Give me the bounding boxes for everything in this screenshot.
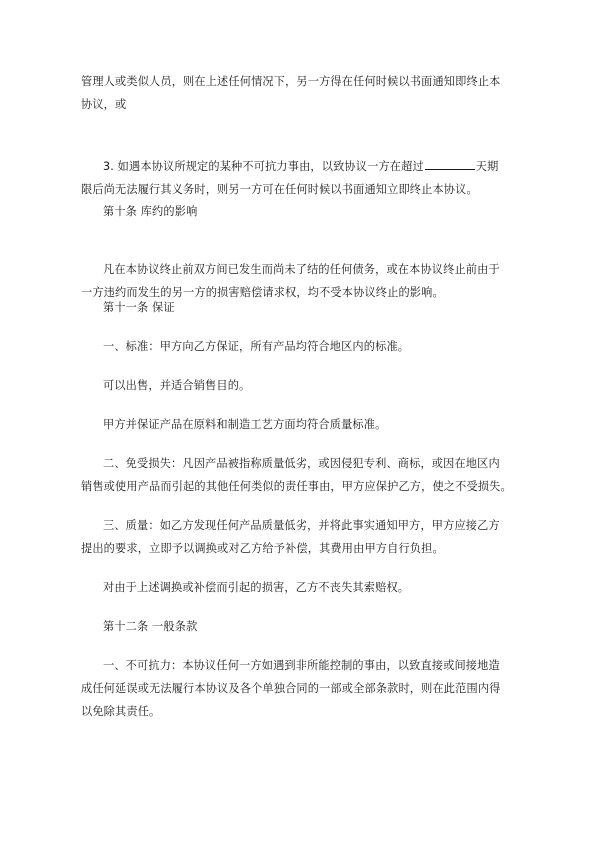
text-segment: 天期 (475, 160, 499, 173)
paragraph-effect-of-termination (103, 258, 519, 281)
paragraph-quality-guarantee (103, 413, 519, 436)
paragraph-quality-cont (81, 537, 519, 560)
paragraph-claim-rights (103, 576, 519, 599)
paragraph-termination-notice (81, 70, 519, 116)
article-12-heading (103, 615, 519, 638)
text-line: 销售或使用产品而引起的其他任何类似的责任事由，甲方应保护乙方，使之不受损失。 (81, 480, 512, 493)
text-line: 管理人或类似人员，则在上述任何情况下，另一方得在任何时候以书面通知即终止本 (81, 75, 501, 88)
paragraph-quality (103, 514, 519, 537)
text-line: 协议，或 (81, 98, 127, 111)
heading-text: 第十一条 保证 (103, 301, 175, 314)
paragraph-force-majeure (103, 654, 519, 677)
text-line: 二、免受损失：凡因产品被指称质量低劣，或因侵犯专利、商标，或因在地区内 (103, 457, 500, 470)
heading-text: 第十二条 一般条款 (103, 620, 198, 633)
text-line: 一方违约而发生的另一方的损害赔偿请求权，均不受本协议终止的影响。 (81, 286, 444, 299)
heading-text: 第十条 库约的影响 (103, 205, 198, 218)
text-line: 一、不可抗力：本协议任何一方如遇到非所能控制的事由，以致直接或间接地造 (103, 659, 500, 672)
text-line: 甲方并保证产品在原料和制造工艺方面均符合质量标准。 (103, 418, 387, 431)
text-line: 成任何延误或无法履行本协议及各个单独合同的一部或全部条款时，则在此范围内得 (81, 682, 501, 695)
fill-in-blank (425, 157, 475, 170)
paragraph-indemnity (103, 452, 519, 475)
paragraph-indemnity-cont (81, 475, 519, 498)
paragraph-force-majeure-termination (103, 155, 519, 178)
text-line: 可以出售，并适合销售目的。 (103, 379, 251, 392)
text-line: 凡在本协议终止前双方间已发生而尚未了结的任何债务，或在本协议终止前由于 (103, 263, 500, 276)
text-line: 一、标准：甲方向乙方保证，所有产品均符合地区内的标准。 (103, 340, 410, 353)
text-line: 限后尚无法履行其义务时，则另一方可在任何时候以书面通知立即终止本协议。 (81, 183, 478, 196)
text-line (103, 155, 519, 178)
paragraph-standard (103, 335, 519, 358)
text-line: 提出的要求，立即予以调换或对乙方给予补偿，其费用由甲方自行负担。 (81, 542, 444, 555)
text-segment: 3. 如遇本协议所规定的某种不可抗力事由，以致协议一方在超过 (103, 160, 424, 173)
text-line: 以免除其责任。 (81, 705, 161, 718)
text-line: 对由于上述调换或补偿而引起的损害，乙方不丧失其索赔权。 (103, 581, 410, 594)
article-11-heading (103, 296, 519, 319)
text-line: 三、质量：如乙方发现任何产品质量低劣，并将此事实通知甲方，甲方应接乙方 (103, 519, 500, 532)
paragraph-force-majeure-cont (81, 677, 519, 723)
article-10-heading (103, 200, 519, 223)
paragraph-saleable (103, 374, 519, 397)
